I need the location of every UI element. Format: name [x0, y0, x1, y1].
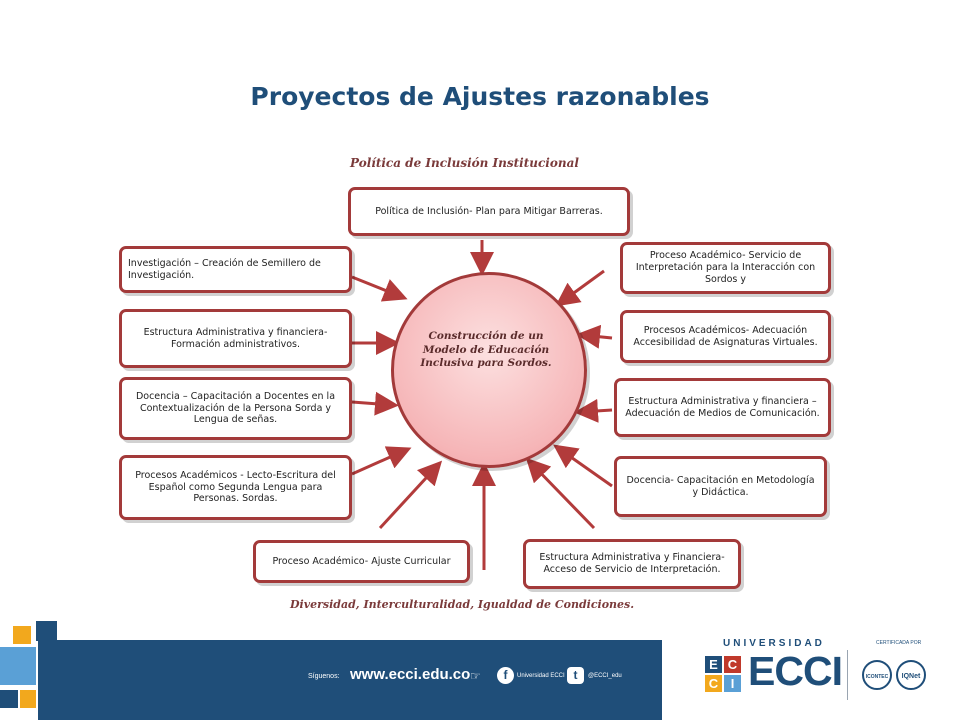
logo-tile: C	[705, 675, 722, 692]
box-left-3: Docencia – Capacitación a Docentes en la Contextualización de la Persona Sorda y Lengua de señas.	[119, 377, 352, 440]
facebook-icon[interactable]: f	[497, 667, 514, 684]
certified-label: CERTIFICADA POR	[876, 640, 922, 646]
decor-square	[0, 690, 18, 708]
logo-universidad: UNIVERSIDAD	[723, 638, 825, 649]
logo-tile: I	[724, 675, 741, 692]
slide-title: Proyectos de Ajustes razonables	[250, 82, 710, 111]
arrow-right4	[558, 448, 612, 486]
arrow-right1	[560, 271, 604, 303]
logo-ecci: ECCI	[748, 648, 842, 694]
box-left-2: Estructura Administrativa y financiera- Formación administrativos.	[119, 309, 352, 368]
box-right-4: Docencia- Capacitación en Metodología y Didáctica.	[614, 456, 827, 517]
twitter-label[interactable]: @ECCI_edu	[588, 673, 622, 679]
website-link[interactable]: www.ecci.edu.co	[350, 666, 471, 683]
box-bottom-left: Proceso Académico- Ajuste Curricular	[253, 540, 470, 583]
arrow-left3	[352, 402, 393, 405]
logo-tile: E	[705, 656, 722, 673]
box-right-2: Procesos Académicos- Adecuación Accesibilidad de Asignaturas Virtuales.	[620, 310, 831, 363]
decor-square	[20, 690, 36, 708]
logo-divider	[847, 650, 848, 700]
diagram-header: Política de Inclusión Institucional	[350, 156, 579, 170]
arrow-bottom-left	[380, 465, 438, 528]
hand-cursor-icon: ☞	[470, 669, 481, 683]
arrow-right2	[582, 335, 612, 338]
diagram-footer: Diversidad, Interculturalidad, Igualdad de Condiciones.	[290, 598, 635, 611]
center-text: Construcción de un Modelo de Educación Inclusiva para Sordos.	[420, 330, 552, 370]
arrow-left4	[352, 450, 406, 474]
twitter-icon[interactable]: t	[567, 667, 584, 684]
follow-label: Síguenos:	[308, 673, 340, 680]
box-left-4: Procesos Académicos - Lecto-Escritura del Español como Segunda Lengua para Personas. Sordas.	[119, 455, 352, 520]
iqnet-badge: IQNet	[896, 660, 926, 690]
decor-square	[36, 621, 57, 641]
arrow-right3	[580, 410, 612, 412]
icontec-badge: ICONTEC	[862, 660, 892, 690]
logo-tile: C	[724, 656, 741, 673]
arrow-bottom-right	[530, 462, 594, 528]
box-right-1: Proceso Académico- Servicio de Interpretación para la Interacción con Sordos y	[620, 242, 831, 294]
box-bottom-right: Estructura Administrativa y Financiera- Acceso de Servicio de Interpretación.	[523, 539, 741, 589]
facebook-label[interactable]: Universidad ECCI	[517, 673, 565, 679]
arrow-left1	[352, 277, 402, 297]
box-top: Política de Inclusión- Plan para Mitigar Barreras.	[348, 187, 630, 236]
decor-square	[13, 626, 31, 644]
box-right-3: Estructura Administrativa y financiera – Adecuación de Medios de Comunicación.	[614, 378, 831, 437]
decor-square	[0, 647, 36, 685]
box-left-1: Investigación – Creación de Semillero de Investigación.	[119, 246, 352, 293]
